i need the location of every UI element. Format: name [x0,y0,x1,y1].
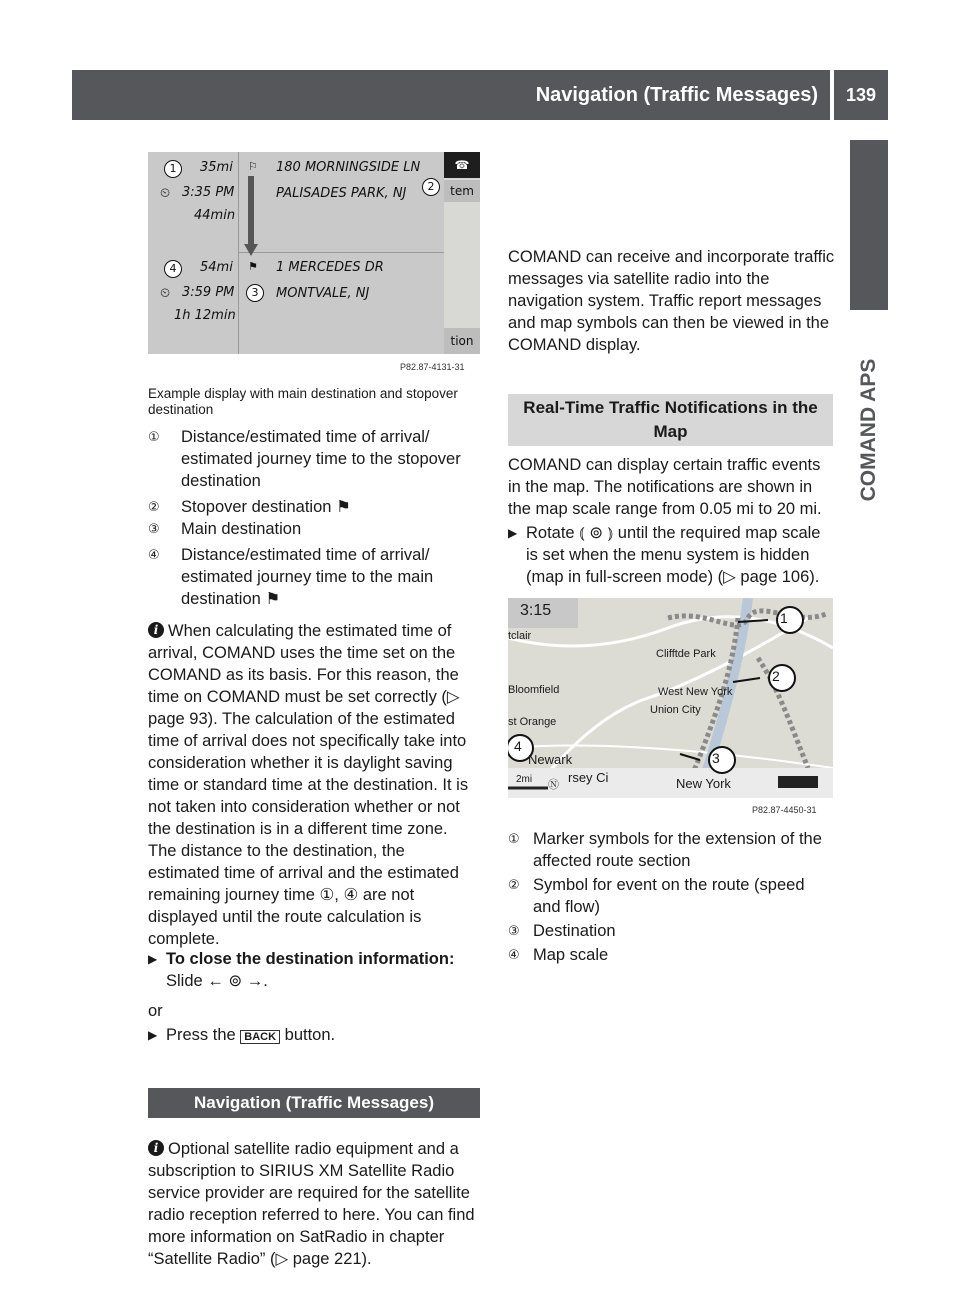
duration-main: 1h 12min [174,308,236,323]
step-arrow-icon: ▶ [148,1028,158,1042]
info-note: i When calculating the estimated time of arrival, COMAND uses the time set on the COMAND as its basis. For this reason, the time on COMAND must be set correctly (▷ page 93). The calculation of the estimated time of arrival does not specifically take into consideration whether it is daylight saving time or standard time at the destination. It is not taken into consideration whether or not the destination is in a different time zone. The distance to the destination, the estimated time of arrival and the estimated remaining journey time ①, ④ are not displayed until the route calculation is complete. [148,622,469,948]
list-item: ① Marker symbols for the extension of the affected route section [508,830,822,870]
paragraph: COMAND can display certain traffic events in the map. The notifications are shown in the map scale range from 0.05 mi to 20 mi. [508,456,822,518]
clock-icon: ⏲ [160,186,171,201]
info-icon: i [148,1140,164,1156]
map-time: 3:15 [520,602,552,619]
map-place: Bloomfield [508,684,560,696]
map-place: West New York [658,686,733,698]
main-address-line2: MONTVALE, NJ [276,286,370,301]
list-number: ③ [148,521,160,536]
eta-main: 3:59 PM [182,285,235,300]
compass-icon: Ⓝ [548,779,559,791]
or-text: or [148,1002,163,1020]
destination-button: tion [444,328,480,354]
map-marker-3: 3 [712,750,720,766]
stopover-address-line2: PALISADES PARK, NJ [276,186,407,201]
list-number: ④ [148,547,160,562]
info-note: i Optional satellite radio equipment and a subscription to SIRIUS XM Satellite Radio service provider are required for the satellite radio reception referred to here. You can find more information on SatRadio in chapter “Satellite Radio” (▷ page 221). [148,1140,475,1268]
info-icon: i [148,622,164,638]
step-rotate: ▶ Rotate ⦅ ⊚ ⦆ until the required map scale is set when the menu system is hidden (map in full-screen mode) (▷ page 106). [508,524,821,586]
marker-4: 4 [164,260,182,278]
step-arrow-icon: ▶ [148,952,158,966]
traffic-map-screenshot [508,598,833,798]
eta-stopover: 3:35 PM [182,185,235,200]
stopover-address-line1: 180 MORNINGSIDE LN [276,160,421,175]
map-place: Newark [528,752,573,767]
section-heading: Real-Time Traffic Notifications in the Map [508,394,833,446]
map-marker-1: 1 [780,610,788,626]
destination-display-screenshot [148,152,480,354]
paragraph: COMAND can receive and incorporate traffic messages via satellite radio into the navigation system. Traffic report messages and map symbols can then be viewed in the COMAND display. [508,248,835,354]
distance-stopover: 35mi [200,160,233,175]
page-number: 139 [834,70,888,120]
step-arrow-icon: ▶ [508,526,518,540]
destination-flag-icon: ⚑ [248,260,258,273]
route-arrow-head [244,244,258,256]
map-marker-4: 4 [514,738,522,754]
divider [238,152,239,354]
distance-main: 54mi [200,260,233,275]
step-back: ▶ Press the BACK button. [148,1026,336,1044]
map-graphic [508,598,833,798]
divider [238,252,444,253]
list-number: ③ [508,923,520,938]
map-scale: 2mi [516,774,533,785]
list-number: ① [508,831,520,846]
list-item: ① Distance/estimated time of arrival/ estimated journey time to the stopover destination [148,428,461,490]
clock-icon: ⏲ [160,286,171,301]
map-place: tclair [508,630,532,642]
marker-3: 3 [246,284,264,302]
phone-icon: ☎ [444,152,480,178]
map-marker-2: 2 [772,668,780,684]
system-button: tem [444,180,480,202]
list-number: ① [148,429,160,444]
duration-stopover: 44min [194,208,236,223]
figure-ref: P82.87-4131-31 [400,362,465,372]
list-item: ② Symbol for event on the route (speed and flow) [508,876,805,916]
map-place: New York [676,776,731,791]
marker-2: 2 [422,178,440,196]
marker-1: 1 [164,160,182,178]
list-number: ② [148,499,160,514]
figure-caption: Example display with main destination and stopover destination [148,386,458,417]
side-tab-label: COMAND APS [857,358,880,502]
route-arrow [248,176,254,244]
map-place: rsey Ci [568,770,609,785]
main-address-line1: 1 MERCEDES DR [276,260,384,275]
section-heading: Navigation (Traffic Messages) [148,1088,480,1118]
stopover-flag-icon: ⚐ [248,160,258,173]
map-place: Union City [650,704,701,716]
back-key: BACK [240,1030,280,1044]
map-place: st Orange [508,716,557,728]
figure-ref: P82.87-4450-31 [752,805,817,815]
step-close: ▶ To close the destination information: Slide ← ⊚ →. [148,950,455,990]
map-place: Clifftde Park [656,648,716,660]
list-number: ④ [508,947,520,962]
list-number: ② [508,877,520,892]
page-title: Navigation (Traffic Messages) [535,84,818,106]
side-tab [850,140,888,310]
